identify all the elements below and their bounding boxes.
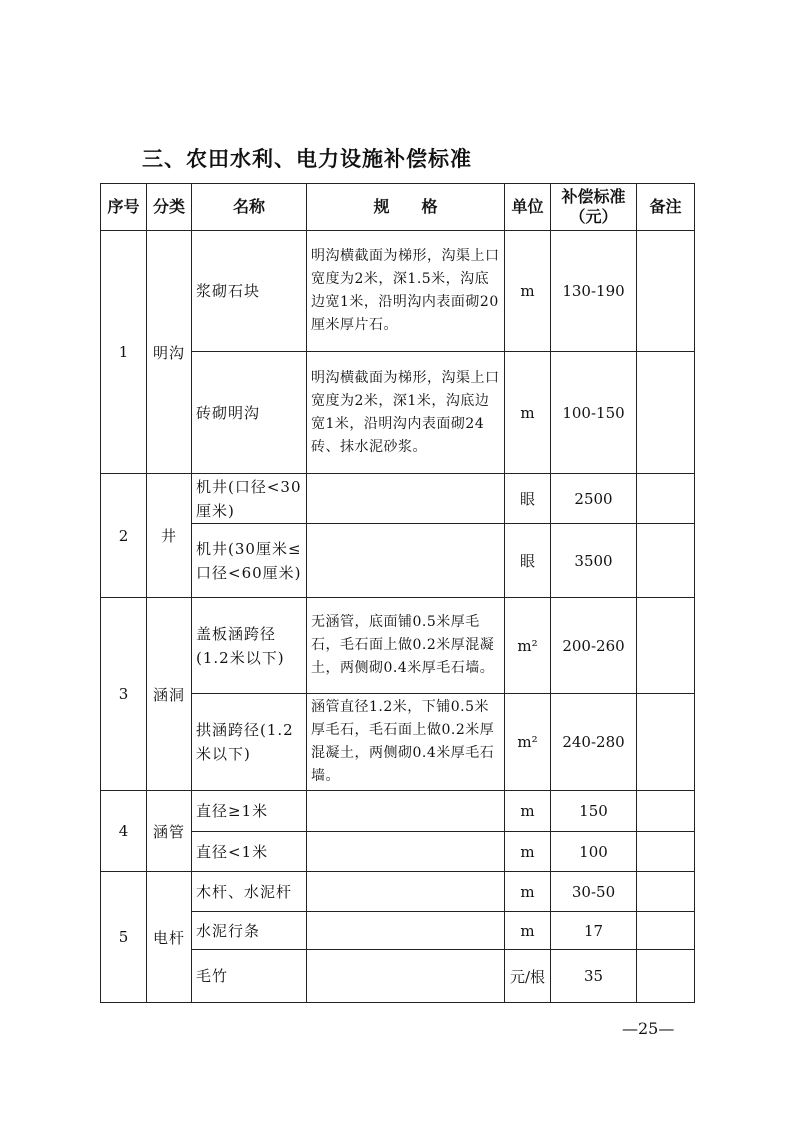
- item-unit: 元/根: [505, 950, 551, 1003]
- table-row: [101, 872, 695, 912]
- item-remark: [637, 694, 695, 791]
- row-category: 明沟: [147, 231, 192, 474]
- item-remark: [637, 912, 695, 950]
- item-name: 机井(30厘米≤口径<60厘米): [192, 524, 307, 598]
- item-remark: [637, 872, 695, 912]
- item-standard: 100-150: [551, 352, 637, 474]
- row-category: 电杆: [147, 872, 192, 1003]
- header-spec: 规 格: [307, 184, 505, 231]
- table-row: [101, 791, 695, 832]
- item-name: 机井(口径<30厘米): [192, 474, 307, 524]
- item-remark: [637, 791, 695, 832]
- item-remark: [637, 832, 695, 872]
- item-standard: 130-190: [551, 231, 637, 352]
- item-name: 水泥行条: [192, 912, 307, 950]
- item-standard: 200-260: [551, 598, 637, 694]
- row-no: 4: [101, 791, 147, 872]
- item-unit: m: [505, 231, 551, 352]
- item-spec: 无涵管，底面铺0.5米厚毛石，毛石面上做0.2米厚混凝土，两侧砌0.4米厚毛石墙。: [307, 598, 505, 694]
- item-name: 直径<1米: [192, 832, 307, 872]
- item-unit: m: [505, 912, 551, 950]
- item-name: 盖板涵跨径(1.2米以下): [192, 598, 307, 694]
- header-name: 名称: [192, 184, 307, 231]
- item-remark: [637, 474, 695, 524]
- item-standard: 240-280: [551, 694, 637, 791]
- item-name: 直径≥1米: [192, 791, 307, 832]
- item-spec: 涵管直径1.2米，下铺0.5米厚毛石，毛石面上做0.2米厚混凝土，两侧砌0.4米厚毛石墙。: [307, 694, 505, 791]
- header-remark: 备注: [637, 184, 695, 231]
- item-spec: [307, 872, 505, 912]
- item-name: 砖砌明沟: [192, 352, 307, 474]
- item-unit: 眼: [505, 524, 551, 598]
- item-standard: 17: [551, 912, 637, 950]
- table-header-row: [101, 184, 695, 231]
- page-title: 三、农田水利、电力设施补偿标准: [142, 147, 472, 171]
- item-standard: 2500: [551, 474, 637, 524]
- item-standard: 150: [551, 791, 637, 832]
- item-standard: 35: [551, 950, 637, 1003]
- item-unit: m: [505, 791, 551, 832]
- row-category: 涵洞: [147, 598, 192, 791]
- header-unit: 单位: [505, 184, 551, 231]
- item-spec: [307, 950, 505, 1003]
- item-unit: m: [505, 832, 551, 872]
- row-no: 2: [101, 474, 147, 598]
- header-no: 序号: [101, 184, 147, 231]
- row-no: 1: [101, 231, 147, 474]
- item-name: 拱涵跨径(1.2米以下): [192, 694, 307, 791]
- row-category: 井: [147, 474, 192, 598]
- item-spec: [307, 524, 505, 598]
- item-spec: 明沟横截面为梯形，沟渠上口宽度为2米，深1.5米，沟底边宽1米，沿明沟内表面砌20厘米厚片石。: [307, 231, 505, 352]
- item-spec: [307, 912, 505, 950]
- row-no: 3: [101, 598, 147, 791]
- item-standard: 30-50: [551, 872, 637, 912]
- item-unit: m²: [505, 598, 551, 694]
- item-name: 毛竹: [192, 950, 307, 1003]
- item-spec: [307, 474, 505, 524]
- table-row: [101, 474, 695, 524]
- item-unit: m: [505, 872, 551, 912]
- item-standard: 100: [551, 832, 637, 872]
- item-remark: [637, 352, 695, 474]
- table-row: [101, 231, 695, 352]
- row-no: 5: [101, 872, 147, 1003]
- item-spec: [307, 791, 505, 832]
- item-remark: [637, 598, 695, 694]
- header-standard: 补偿标准（元）: [551, 184, 637, 231]
- item-name: 木杆、水泥杆: [192, 872, 307, 912]
- header-category: 分类: [147, 184, 192, 231]
- item-standard: 3500: [551, 524, 637, 598]
- compensation-table: [100, 183, 695, 1003]
- item-remark: [637, 950, 695, 1003]
- item-remark: [637, 231, 695, 352]
- item-unit: m²: [505, 694, 551, 791]
- table-row: [101, 598, 695, 694]
- page-number: —25—: [622, 1019, 675, 1038]
- item-unit: 眼: [505, 474, 551, 524]
- item-unit: m: [505, 352, 551, 474]
- item-name: 浆砌石块: [192, 231, 307, 352]
- row-category: 涵管: [147, 791, 192, 872]
- item-remark: [637, 524, 695, 598]
- item-spec: [307, 832, 505, 872]
- item-spec: 明沟横截面为梯形，沟渠上口宽度为2米，深1米，沟底边宽1米，沿明沟内表面砌24砖、抹水泥砂浆。: [307, 352, 505, 474]
